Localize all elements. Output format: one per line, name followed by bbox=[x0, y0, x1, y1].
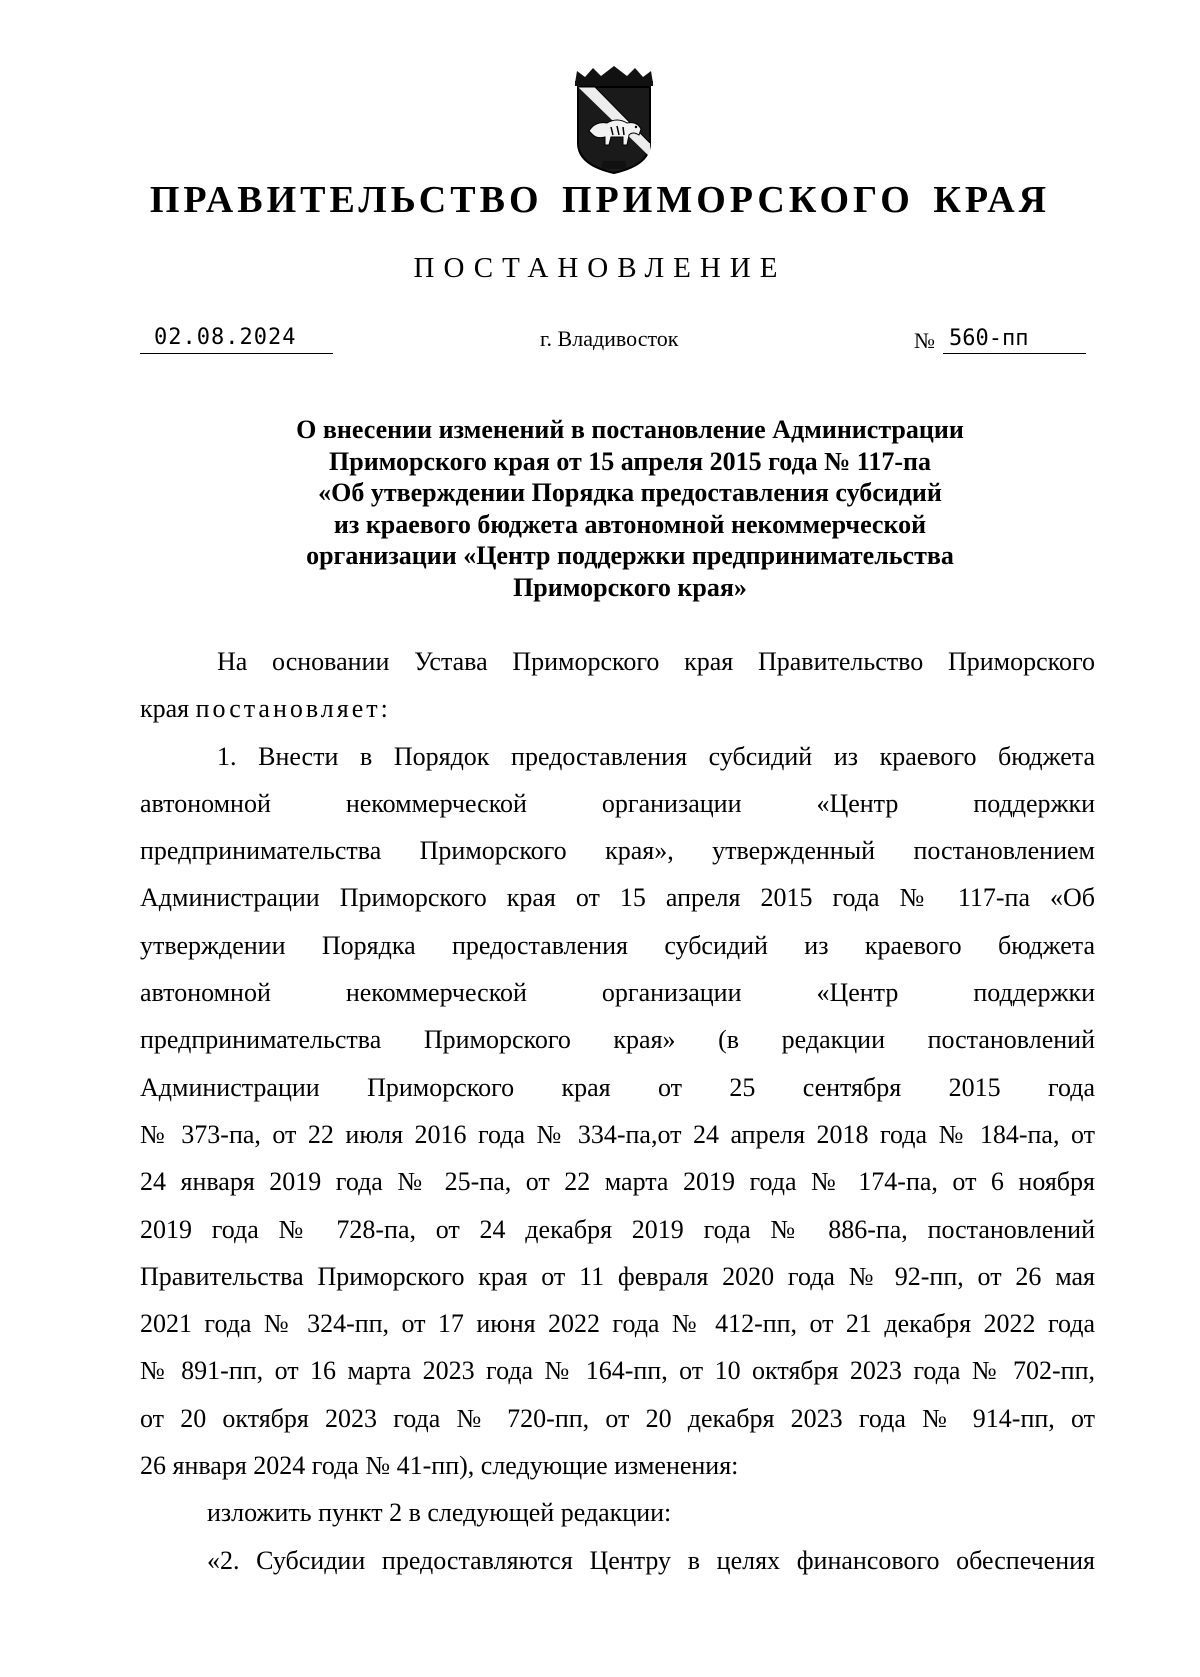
paragraph-line: Администрации Приморского края от 25 сентября 2015 года bbox=[140, 1072, 1095, 1102]
instruction-line: изложить пункт 2 в следующей редакции: bbox=[207, 1498, 672, 1528]
paragraph-line: автономной некоммерческой организации «Центр поддержки bbox=[140, 978, 1095, 1008]
document-body bbox=[140, 638, 1095, 1584]
heading-line: организации «Центр поддержки предпринимательства bbox=[306, 541, 954, 570]
paragraph-line: утверждении Порядка предоставления субсидий из краевого бюджета bbox=[140, 930, 1095, 960]
paragraph-line: предпринимательства Приморского края» (в редакции постановлений bbox=[140, 1025, 1095, 1055]
document-number-field bbox=[914, 326, 1086, 354]
paragraph-line: 2021 года № 324-пп, от 17 июня 2022 года № 412-пп, от 21 декабря 2022 года bbox=[140, 1309, 1095, 1339]
document-number: 560-пп bbox=[943, 326, 1086, 354]
paragraph-line: Администрации Приморского края от 15 апреля 2015 года № 117-па «Об bbox=[140, 883, 1095, 913]
paragraph-line: предпринимательства Приморского края», утвержденный постановлением bbox=[140, 836, 1095, 866]
paragraph-line: № 891-пп, от 16 марта 2023 года № 164-пп, от 10 октября 2023 года № 702-пп, bbox=[140, 1356, 1095, 1386]
document-heading bbox=[200, 414, 1060, 603]
heading-line: «Об утверждении Порядка предоставления субсидий bbox=[318, 478, 942, 507]
heading-line: из краевого бюджета автономной некоммерческой bbox=[333, 509, 927, 539]
coat-of-arms-icon bbox=[565, 65, 663, 177]
paragraph-line: 24 января 2019 года № 25-па, от 22 марта 2019 года № 174-па, от 6 ноября bbox=[140, 1167, 1095, 1197]
paragraph-line: автономной некоммерческой организации «Центр поддержки bbox=[140, 788, 1095, 818]
quote-line: «2. Субсидии предоставляются Центру в целях финансового обеспечения bbox=[207, 1545, 1095, 1575]
heading-line: Приморского края от 15 апреля 2015 года № 117-па bbox=[329, 446, 931, 476]
heading-line: О внесении изменений в постановление Администрации bbox=[296, 415, 964, 444]
resolves-word: постановляет: bbox=[195, 694, 391, 724]
preamble-line bbox=[140, 685, 1095, 732]
document-date: 02.08.2024 bbox=[140, 326, 333, 354]
paragraph-line: от 20 октября 2023 года № 720-пп, от 20 декабря 2023 года № 914-пп, от bbox=[140, 1403, 1095, 1433]
document-type: ПОСТАНОВЛЕНИЕ bbox=[413, 252, 787, 284]
paragraph-line: № 373-па, от 22 июля 2016 года № 334-па,от 24 апреля 2018 года № 184-па, от bbox=[140, 1119, 1095, 1149]
government-title: ПРАВИТЕЛЬСТВО ПРИМОРСКОГО КРАЯ bbox=[149, 179, 1051, 221]
heading-line: Приморского края» bbox=[513, 572, 747, 602]
paragraph-line: 26 января 2024 года № 41-пп), следующие изменения: bbox=[140, 1451, 739, 1481]
preamble-prefix: края bbox=[140, 694, 196, 724]
paragraph-line: Правительства Приморского края от 11 февраля 2020 года № 92-пп, от 26 мая bbox=[140, 1261, 1095, 1291]
number-sign: № bbox=[914, 328, 935, 353]
coat-of-arms-emblem bbox=[565, 65, 663, 177]
paragraph-line: 2019 года № 728-па, от 24 декабря 2019 года № 886-па, постановлений bbox=[140, 1214, 1095, 1244]
paragraph-line: 1. Внести в Порядок предоставления субсидий из краевого бюджета bbox=[217, 741, 1095, 771]
document-city: г. Владивосток bbox=[540, 326, 679, 351]
preamble-line: На основании Устава Приморского края Правительство Приморского bbox=[217, 647, 1095, 676]
